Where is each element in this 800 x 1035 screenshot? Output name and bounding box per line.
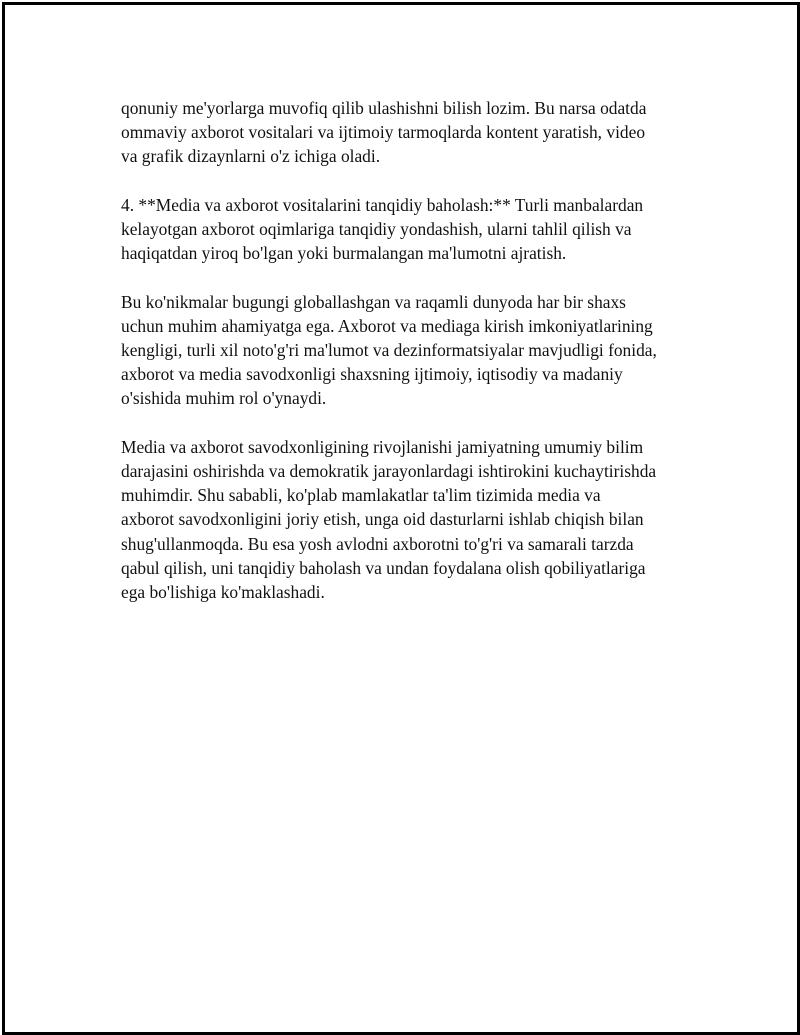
paragraph-continuation: qonuniy me'yorlarga muvofiq qilib ulashishni bilish lozim. Bu narsa odatda ommaviy axborot vositalari va ijtimoiy tarmoqlarda kontent yaratish, video va grafik dizaynlarni o'z ichiga oladi. <box>121 98 647 167</box>
paragraph-literacy-development: Media va axborot savodxonligining rivojlanishi jamiyatning umumiy bilim darajasini oshirishda va demokratik jarayonlardagi ishtirokini kuchaytirishda muhimdir. Shu sababli, ko'plab mamlakatlar ta'lim tizimida media va axborot savodxonligini joriy etish, unga oid dasturlarni ishlab chiqish bilan shug'ullanmoqda. Bu esa yosh avlodni axborotni to'g'ri va samarali tarzda qabul qilish, uni tanqidiy baholash va undan foydalana olish qobiliyatlariga ega bo'lishiga ko'maklashadi. <box>121 436 657 603</box>
page-frame <box>2 2 800 1035</box>
paragraph-skills-importance: Bu ko'nikmalar bugungi globallashgan va raqamli dunyoda har bir shaxs uchun muhim ahamiyatga ega. Axborot va mediaga kirish imkoniyatlarining kengligi, turli xil noto'g'ri ma'lumot va dezinformatsiyalar mavjudligi fonida, axborot va media savodxonligi shaxsning ijtimoiy, iqtisodiy va madaniy o'sishida muhim rol o'ynaydi. <box>121 291 657 409</box>
paragraph-list-item-4: 4. **Media va axborot vositalarini tanqidiy baholash:** Turli manbalardan kelayotgan axborot oqimlariga tanqidiy yondashish, ularni tahlil qilish va haqiqatdan yiroq bo'lgan yoki burmalangan ma'lumotni ajratish. <box>121 194 644 264</box>
document-body <box>121 96 701 628</box>
